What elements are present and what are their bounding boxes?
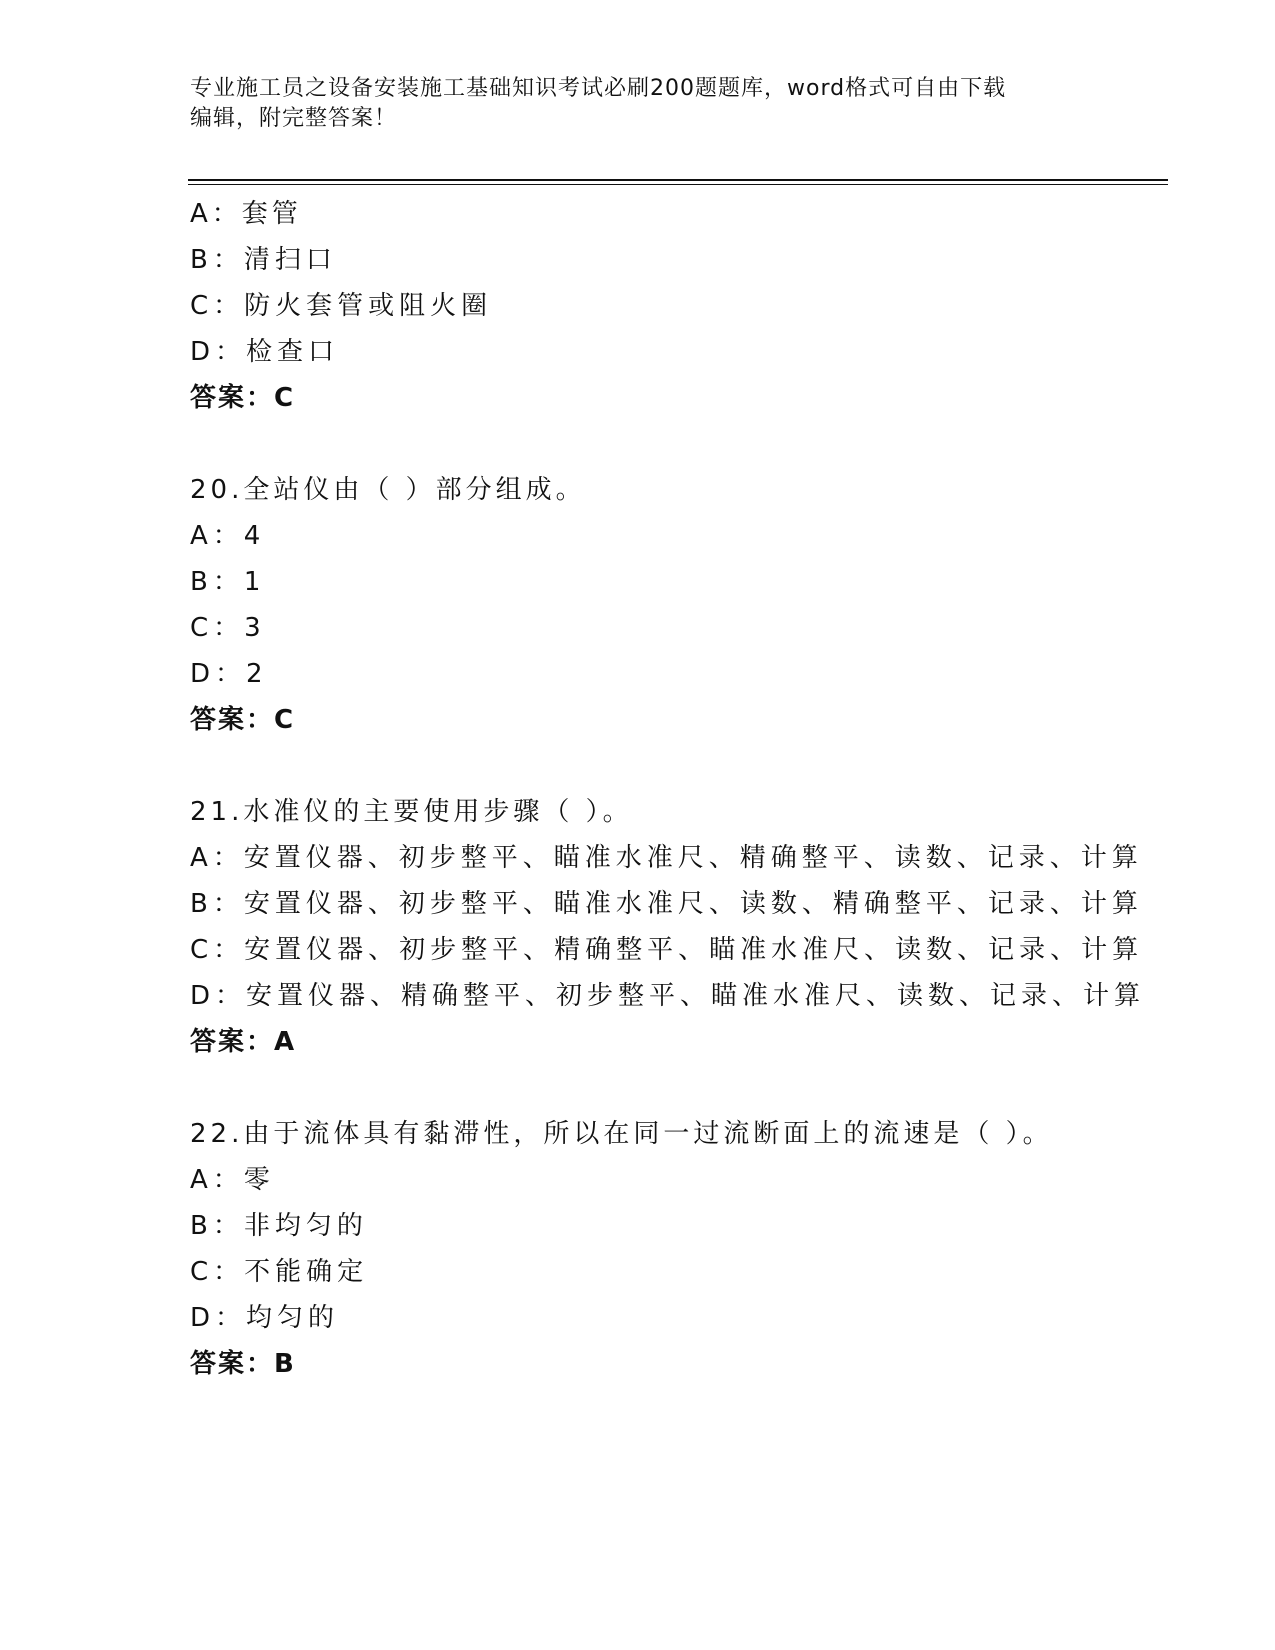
option-a: A：零 — [190, 1165, 275, 1195]
answer-line: 答案：A — [190, 1027, 297, 1057]
option-c: C：不能确定 — [190, 1257, 369, 1287]
question-stem: 21.水准仪的主要使用步骤（ ）。 — [190, 797, 633, 827]
question-20 — [190, 467, 1190, 743]
option-b: B：清扫口 — [190, 245, 337, 275]
answer-line: 答案：C — [190, 705, 296, 735]
question-spacer — [190, 743, 1190, 789]
document-header — [190, 74, 1090, 134]
question-stem: 20.全站仪由（ ）部分组成。 — [190, 475, 586, 505]
question-19-continued — [190, 191, 1190, 421]
option-a: A：安置仪器、初步整平、瞄准水准尺、精确整平、读数、记录、计算 — [190, 843, 1143, 873]
header-divider-thin — [188, 184, 1168, 185]
option-c: C：安置仪器、初步整平、精确整平、瞄准水准尺、读数、记录、计算 — [190, 935, 1144, 965]
question-22 — [190, 1111, 1190, 1387]
option-c: C：3 — [190, 613, 266, 643]
question-21 — [190, 789, 1190, 1065]
answer-line: 答案：C — [190, 383, 296, 413]
question-list — [190, 191, 1190, 1387]
header-divider-thick — [188, 179, 1168, 181]
option-c: C：防火套管或阻火圈 — [190, 291, 493, 321]
option-d: D：均匀的 — [190, 1303, 340, 1333]
option-b: B：1 — [190, 567, 266, 597]
header-title-line-1: 专业施工员之设备安装施工基础知识考试必刷200题题库，word格式可自由下载 — [190, 76, 1007, 101]
option-b: B：安置仪器、初步整平、瞄准水准尺、读数、精确整平、记录、计算 — [190, 889, 1143, 919]
option-d: D：检查口 — [190, 337, 340, 367]
option-d: D：2 — [190, 659, 268, 689]
option-b: B：非均匀的 — [190, 1211, 368, 1241]
question-stem: 22.由于流体具有黏滞性，所以在同一过流断面上的流速是（ ）。 — [190, 1119, 1053, 1149]
answer-line: 答案：B — [190, 1349, 296, 1379]
option-d: D：安置仪器、精确整平、初步整平、瞄准水准尺、读数、记录、计算 — [190, 981, 1146, 1011]
header-title-line-2: 编辑，附完整答案！ — [190, 106, 398, 131]
question-spacer — [190, 421, 1190, 467]
option-a: A：套管 — [190, 199, 302, 229]
option-a: A：4 — [190, 521, 266, 551]
question-spacer — [190, 1065, 1190, 1111]
